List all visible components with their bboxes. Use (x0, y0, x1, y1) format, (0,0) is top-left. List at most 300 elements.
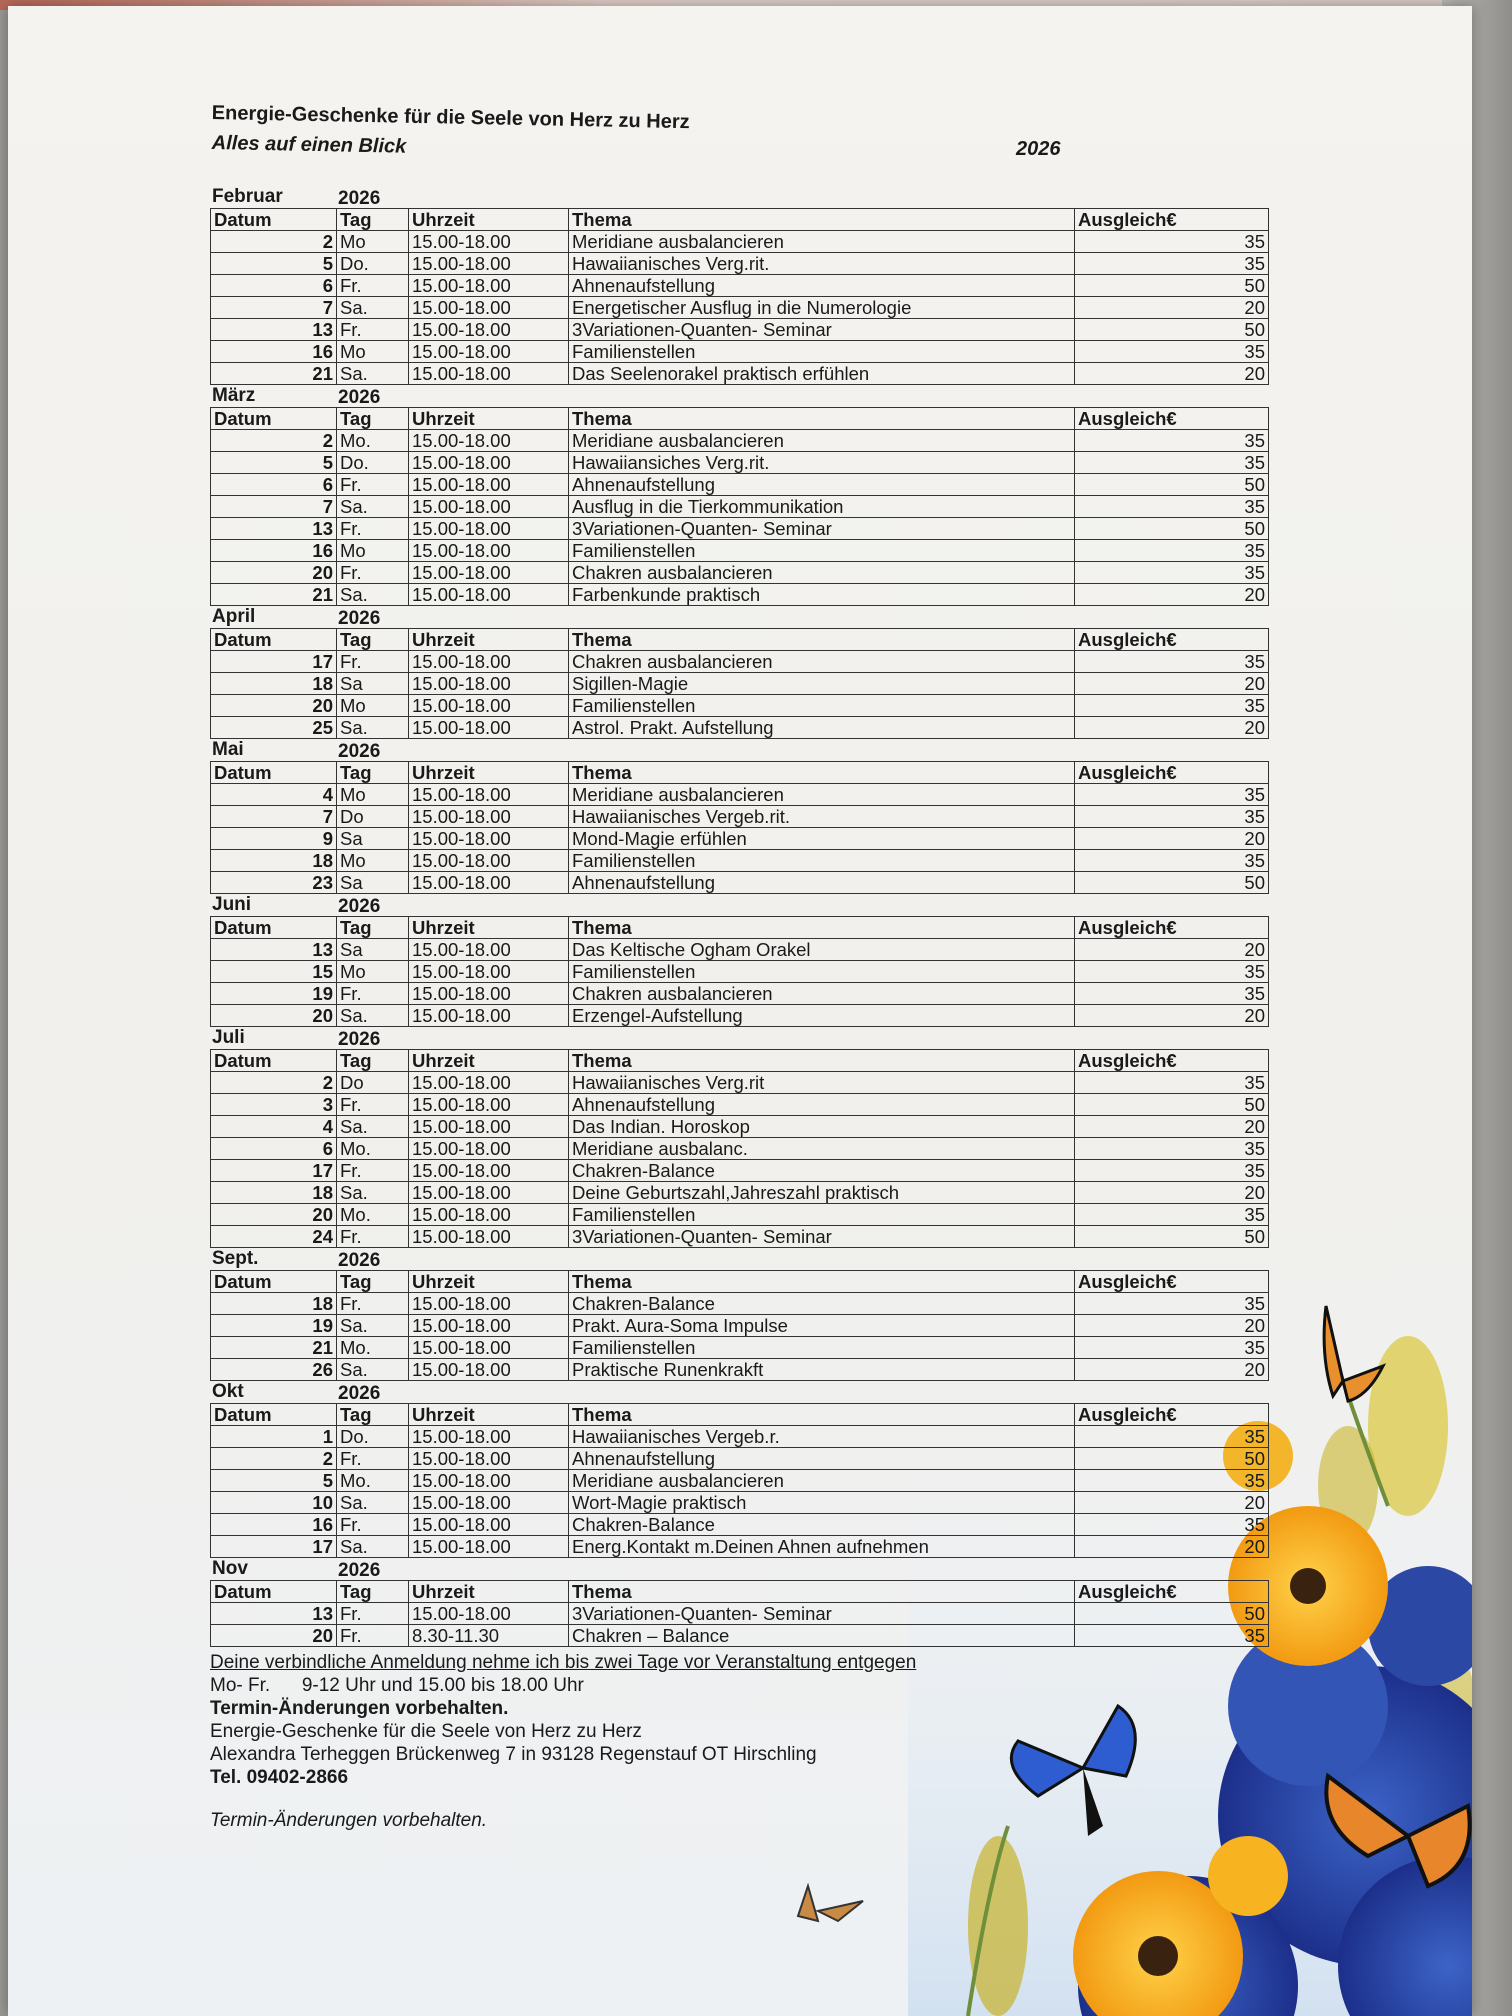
header-ausgleich: Ausgleich€ (1075, 1581, 1269, 1603)
cell-day: Fr. (337, 1094, 409, 1116)
cell-price: 20 (1075, 939, 1269, 961)
header-tag: Tag (337, 762, 409, 784)
table-row (211, 1625, 1269, 1647)
cell-topic: Praktische Runenkrakft (569, 1359, 1075, 1381)
cell-price: 20 (1075, 1492, 1269, 1514)
cell-date: 24 (211, 1226, 337, 1248)
cell-topic: Das Keltische Ogham Orakel (569, 939, 1075, 961)
cell-day: Fr. (337, 1625, 409, 1647)
schedule-table (210, 407, 1269, 606)
cell-price: 50 (1075, 319, 1269, 341)
cell-date: 13 (211, 1603, 337, 1625)
table-row (211, 1359, 1269, 1381)
cell-price: 35 (1075, 695, 1269, 717)
month-section (210, 894, 1282, 1027)
cell-time: 15.00-18.00 (409, 452, 569, 474)
table-row (211, 1448, 1269, 1470)
header-datum: Datum (211, 1404, 337, 1426)
table-row (211, 717, 1269, 739)
cell-time: 15.00-18.00 (409, 717, 569, 739)
header-thema: Thema (569, 1271, 1075, 1293)
cell-day: Fr. (337, 1514, 409, 1536)
cell-day: Mo. (337, 1204, 409, 1226)
header-ausgleich: Ausgleich€ (1075, 1050, 1269, 1072)
cell-time: 15.00-18.00 (409, 1492, 569, 1514)
month-schedules (210, 186, 1282, 1647)
cell-topic: Ausflug in die Tierkommunikation (569, 496, 1075, 518)
cell-price: 20 (1075, 673, 1269, 695)
cell-date: 16 (211, 341, 337, 363)
table-header-row (211, 408, 1269, 430)
cell-topic: Mond-Magie erfühlen (569, 828, 1075, 850)
cell-day: Fr. (337, 518, 409, 540)
cell-price: 20 (1075, 828, 1269, 850)
header-ausgleich: Ausgleich€ (1075, 408, 1269, 430)
cell-day: Sa. (337, 1359, 409, 1381)
month-year: 2026 (338, 188, 381, 209)
cell-time: 15.00-18.00 (409, 1226, 569, 1248)
cell-day: Mo (337, 231, 409, 253)
cell-time: 15.00-18.00 (409, 1204, 569, 1226)
cell-price: 50 (1075, 1226, 1269, 1248)
cell-day: Fr. (337, 983, 409, 1005)
organization-name: Energie-Geschenke für die Seele von Herz zu Herz (210, 1721, 642, 1742)
table-header-row (211, 209, 1269, 231)
butterfly-tiny (798, 1886, 863, 1921)
cell-date: 2 (211, 1072, 337, 1094)
cell-time: 15.00-18.00 (409, 518, 569, 540)
cell-topic: Chakren ausbalancieren (569, 983, 1075, 1005)
cell-price: 50 (1075, 1448, 1269, 1470)
cell-date: 20 (211, 695, 337, 717)
month-heading (210, 606, 1282, 628)
header-ausgleich: Ausgleich€ (1075, 1404, 1269, 1426)
cell-topic: Das Seelenorakel praktisch erfühlen (569, 363, 1075, 385)
month-heading (210, 894, 1282, 916)
cell-price: 50 (1075, 872, 1269, 894)
cell-date: 2 (211, 1448, 337, 1470)
month-year: 2026 (338, 608, 381, 629)
cell-time: 15.00-18.00 (409, 1315, 569, 1337)
schedule-table (210, 1580, 1269, 1647)
cell-date: 5 (211, 1470, 337, 1492)
cell-day: Fr. (337, 275, 409, 297)
table-header-row (211, 1050, 1269, 1072)
header-uhrzeit: Uhrzeit (409, 408, 569, 430)
cell-topic: 3Variationen-Quanten- Seminar (569, 319, 1075, 341)
month-section (210, 186, 1282, 385)
cell-date: 13 (211, 518, 337, 540)
address: Alexandra Terheggen Brückenweg 7 in 93128 Regenstauf OT Hirschling (210, 1744, 817, 1765)
month-name: Februar (212, 186, 283, 207)
cell-date: 15 (211, 961, 337, 983)
cell-day: Fr. (337, 1226, 409, 1248)
cell-day: Fr. (337, 319, 409, 341)
table-row (211, 231, 1269, 253)
cell-price: 35 (1075, 1625, 1269, 1647)
cell-time: 15.00-18.00 (409, 806, 569, 828)
cell-day: Do (337, 1072, 409, 1094)
cell-time: 15.00-18.00 (409, 562, 569, 584)
cell-price: 20 (1075, 363, 1269, 385)
cell-time: 15.00-18.00 (409, 1603, 569, 1625)
cell-time: 15.00-18.00 (409, 1293, 569, 1315)
cell-date: 19 (211, 983, 337, 1005)
table-header-row (211, 1581, 1269, 1603)
cell-day: Mo (337, 850, 409, 872)
header-ausgleich: Ausgleich€ (1075, 1271, 1269, 1293)
cell-day: Sa. (337, 1005, 409, 1027)
cell-time: 15.00-18.00 (409, 496, 569, 518)
cell-date: 3 (211, 1094, 337, 1116)
cell-price: 35 (1075, 540, 1269, 562)
cell-day: Sa. (337, 1182, 409, 1204)
document-title: Energie-Geschenke für die Seele von Herz zu Herz (211, 102, 690, 134)
cell-price: 35 (1075, 784, 1269, 806)
table-row (211, 540, 1269, 562)
footer (210, 1651, 1282, 1832)
cell-topic: Familienstellen (569, 540, 1075, 562)
cell-price: 35 (1075, 806, 1269, 828)
cell-time: 15.00-18.00 (409, 651, 569, 673)
cell-day: Sa. (337, 717, 409, 739)
cell-day: Sa. (337, 496, 409, 518)
header-datum: Datum (211, 1271, 337, 1293)
cell-topic: Ahnenaufstellung (569, 474, 1075, 496)
cell-date: 21 (211, 363, 337, 385)
cell-time: 15.00-18.00 (409, 784, 569, 806)
cell-date: 17 (211, 1160, 337, 1182)
header-uhrzeit: Uhrzeit (409, 629, 569, 651)
schedule-table (210, 1270, 1269, 1381)
header-thema: Thema (569, 1050, 1075, 1072)
table-row (211, 430, 1269, 452)
cell-time: 15.00-18.00 (409, 297, 569, 319)
schedule-sheet (8, 6, 1472, 2016)
cell-topic: Hawaiianisches Vergeb.r. (569, 1426, 1075, 1448)
cell-time: 15.00-18.00 (409, 1160, 569, 1182)
cell-time: 15.00-18.00 (409, 540, 569, 562)
table-row (211, 651, 1269, 673)
cell-date: 20 (211, 1005, 337, 1027)
cell-time: 8.30-11.30 (409, 1625, 569, 1647)
cell-date: 20 (211, 1204, 337, 1226)
header-tag: Tag (337, 209, 409, 231)
cell-time: 15.00-18.00 (409, 1116, 569, 1138)
header-uhrzeit: Uhrzeit (409, 1404, 569, 1426)
cell-price: 35 (1075, 651, 1269, 673)
table-row (211, 1226, 1269, 1248)
cell-time: 15.00-18.00 (409, 319, 569, 341)
header-datum: Datum (211, 408, 337, 430)
cell-topic: Meridiane ausbalancieren (569, 231, 1075, 253)
header-thema: Thema (569, 629, 1075, 651)
cell-topic: Deine Geburtszahl,Jahreszahl praktisch (569, 1182, 1075, 1204)
cell-price: 50 (1075, 474, 1269, 496)
cell-date: 17 (211, 651, 337, 673)
cell-day: Fr. (337, 1603, 409, 1625)
cell-topic: Familienstellen (569, 695, 1075, 717)
cell-price: 35 (1075, 1470, 1269, 1492)
table-header-row (211, 1271, 1269, 1293)
cell-time: 15.00-18.00 (409, 341, 569, 363)
header-datum: Datum (211, 1581, 337, 1603)
month-year: 2026 (338, 896, 381, 917)
cell-topic: Hawaiiansiches Verg.rit. (569, 452, 1075, 474)
header-tag: Tag (337, 1404, 409, 1426)
table-row (211, 872, 1269, 894)
cell-time: 15.00-18.00 (409, 1514, 569, 1536)
table-row (211, 1337, 1269, 1359)
cell-time: 15.00-18.00 (409, 1359, 569, 1381)
cell-topic: Farbenkunde praktisch (569, 584, 1075, 606)
month-section (210, 385, 1282, 606)
month-section (210, 1558, 1282, 1647)
cell-date: 17 (211, 1536, 337, 1558)
cell-price: 35 (1075, 562, 1269, 584)
table-row (211, 1514, 1269, 1536)
table-row (211, 1072, 1269, 1094)
month-section (210, 1381, 1282, 1558)
cell-topic: Hawaiianisches Vergeb.rit. (569, 806, 1075, 828)
cell-price: 20 (1075, 1116, 1269, 1138)
cell-day: Fr. (337, 1160, 409, 1182)
cell-price: 35 (1075, 983, 1269, 1005)
table-row (211, 319, 1269, 341)
cell-price: 35 (1075, 1072, 1269, 1094)
table-row (211, 584, 1269, 606)
cell-day: Sa. (337, 297, 409, 319)
table-row (211, 806, 1269, 828)
month-heading (210, 186, 1282, 208)
cell-date: 6 (211, 1138, 337, 1160)
month-name: Mai (212, 739, 244, 760)
cell-time: 15.00-18.00 (409, 363, 569, 385)
cell-time: 15.00-18.00 (409, 850, 569, 872)
cell-day: Sa (337, 872, 409, 894)
table-row (211, 850, 1269, 872)
table-row (211, 341, 1269, 363)
cell-price: 35 (1075, 253, 1269, 275)
header-tag: Tag (337, 408, 409, 430)
table-row (211, 1293, 1269, 1315)
cell-time: 15.00-18.00 (409, 474, 569, 496)
cell-date: 5 (211, 452, 337, 474)
table-row (211, 1492, 1269, 1514)
cell-time: 15.00-18.00 (409, 939, 569, 961)
month-heading (210, 1248, 1282, 1270)
cell-day: Mo. (337, 1470, 409, 1492)
cell-day: Fr. (337, 651, 409, 673)
cell-time: 15.00-18.00 (409, 961, 569, 983)
cell-time: 15.00-18.00 (409, 1138, 569, 1160)
cell-day: Sa. (337, 1536, 409, 1558)
cell-day: Sa (337, 673, 409, 695)
header-tag: Tag (337, 917, 409, 939)
cell-price: 35 (1075, 1138, 1269, 1160)
cell-day: Fr. (337, 562, 409, 584)
table-row (211, 1470, 1269, 1492)
cell-price: 20 (1075, 1315, 1269, 1337)
cell-topic: 3Variationen-Quanten- Seminar (569, 518, 1075, 540)
cell-topic: Familienstellen (569, 341, 1075, 363)
header-tag: Tag (337, 1271, 409, 1293)
cell-time: 15.00-18.00 (409, 584, 569, 606)
table-header-row (211, 762, 1269, 784)
cell-time: 15.00-18.00 (409, 1094, 569, 1116)
table-row (211, 784, 1269, 806)
cell-date: 18 (211, 673, 337, 695)
cell-time: 15.00-18.00 (409, 1182, 569, 1204)
month-name: März (212, 385, 256, 406)
header-ausgleich: Ausgleich€ (1075, 917, 1269, 939)
cell-date: 20 (211, 1625, 337, 1647)
table-row (211, 673, 1269, 695)
cell-day: Do (337, 806, 409, 828)
cell-topic: Familienstellen (569, 1337, 1075, 1359)
table-row (211, 1426, 1269, 1448)
cell-day: Sa. (337, 584, 409, 606)
cell-time: 15.00-18.00 (409, 872, 569, 894)
cell-day: Do. (337, 452, 409, 474)
header-uhrzeit: Uhrzeit (409, 917, 569, 939)
table-header-row (211, 1404, 1269, 1426)
cell-date: 26 (211, 1359, 337, 1381)
document-header (210, 98, 1282, 186)
cell-price: 35 (1075, 341, 1269, 363)
header-datum: Datum (211, 629, 337, 651)
cell-time: 15.00-18.00 (409, 231, 569, 253)
month-year: 2026 (338, 1029, 381, 1050)
table-row (211, 939, 1269, 961)
cell-day: Sa. (337, 1116, 409, 1138)
cell-time: 15.00-18.00 (409, 1072, 569, 1094)
cell-price: 35 (1075, 231, 1269, 253)
month-name: Sept. (212, 1248, 259, 1269)
cell-day: Mo. (337, 1138, 409, 1160)
cell-time: 15.00-18.00 (409, 828, 569, 850)
cell-topic: Astrol. Prakt. Aufstellung (569, 717, 1075, 739)
cell-price: 20 (1075, 1359, 1269, 1381)
cell-day: Sa (337, 828, 409, 850)
document-year: 2026 (1016, 138, 1061, 160)
table-row (211, 1603, 1269, 1625)
table-row (211, 562, 1269, 584)
table-row (211, 828, 1269, 850)
cell-price: 35 (1075, 496, 1269, 518)
cell-price: 20 (1075, 1536, 1269, 1558)
table-row (211, 474, 1269, 496)
table-row (211, 961, 1269, 983)
cell-day: Mo (337, 961, 409, 983)
cell-date: 4 (211, 1116, 337, 1138)
cell-day: Do. (337, 253, 409, 275)
table-row (211, 1536, 1269, 1558)
cell-day: Sa. (337, 1492, 409, 1514)
cell-price: 35 (1075, 1204, 1269, 1226)
cell-time: 15.00-18.00 (409, 1005, 569, 1027)
header-thema: Thema (569, 762, 1075, 784)
changes-notice: Termin-Änderungen vorbehalten. (210, 1698, 509, 1719)
cell-time: 15.00-18.00 (409, 430, 569, 452)
header-thema: Thema (569, 408, 1075, 430)
cell-date: 2 (211, 430, 337, 452)
cell-topic: Ahnenaufstellung (569, 1094, 1075, 1116)
month-year: 2026 (338, 1250, 381, 1271)
schedule-table (210, 208, 1269, 385)
month-name: Juni (212, 894, 252, 915)
table-row (211, 1182, 1269, 1204)
cell-date: 7 (211, 806, 337, 828)
header-thema: Thema (569, 209, 1075, 231)
table-row (211, 983, 1269, 1005)
cell-topic: Chakren-Balance (569, 1293, 1075, 1315)
header-datum: Datum (211, 1050, 337, 1072)
cell-topic: Meridiane ausbalancieren (569, 1470, 1075, 1492)
registration-notice: Deine verbindliche Anmeldung nehme ich bis zwei Tage vor Veranstaltung entgegen (210, 1652, 917, 1673)
month-heading (210, 1558, 1282, 1580)
month-heading (210, 385, 1282, 407)
month-heading (210, 739, 1282, 761)
cell-date: 21 (211, 1337, 337, 1359)
month-section (210, 1027, 1282, 1248)
cell-topic: Hawaiianisches Verg.rit. (569, 253, 1075, 275)
cell-time: 15.00-18.00 (409, 1448, 569, 1470)
month-section (210, 1248, 1282, 1381)
table-row (211, 253, 1269, 275)
cell-price: 35 (1075, 961, 1269, 983)
cell-date: 23 (211, 872, 337, 894)
cell-date: 5 (211, 253, 337, 275)
cell-price: 20 (1075, 717, 1269, 739)
cell-price: 35 (1075, 1514, 1269, 1536)
table-row (211, 518, 1269, 540)
cell-date: 4 (211, 784, 337, 806)
cell-price: 35 (1075, 1337, 1269, 1359)
cell-day: Fr. (337, 1293, 409, 1315)
header-datum: Datum (211, 917, 337, 939)
header-ausgleich: Ausgleich€ (1075, 629, 1269, 651)
cell-time: 15.00-18.00 (409, 983, 569, 1005)
cell-price: 35 (1075, 430, 1269, 452)
cell-date: 1 (211, 1426, 337, 1448)
cell-date: 13 (211, 319, 337, 341)
header-thema: Thema (569, 917, 1075, 939)
header-datum: Datum (211, 762, 337, 784)
schedule-table (210, 1049, 1269, 1248)
header-ausgleich: Ausgleich€ (1075, 762, 1269, 784)
cell-topic: Hawaiianisches Verg.rit (569, 1072, 1075, 1094)
cell-topic: Ahnenaufstellung (569, 275, 1075, 297)
month-year: 2026 (338, 1560, 381, 1581)
cell-topic: Erzengel-Aufstellung (569, 1005, 1075, 1027)
cell-price: 50 (1075, 1603, 1269, 1625)
table-row (211, 1005, 1269, 1027)
cell-day: Mo. (337, 1337, 409, 1359)
month-heading (210, 1027, 1282, 1049)
table-row (211, 1138, 1269, 1160)
table-row (211, 496, 1269, 518)
schedule-content (210, 98, 1282, 1832)
month-year: 2026 (338, 741, 381, 762)
header-datum: Datum (211, 209, 337, 231)
cell-topic: 3Variationen-Quanten- Seminar (569, 1226, 1075, 1248)
cell-date: 16 (211, 540, 337, 562)
month-year: 2026 (338, 387, 381, 408)
month-name: April (212, 606, 256, 627)
header-uhrzeit: Uhrzeit (409, 1271, 569, 1293)
header-tag: Tag (337, 1050, 409, 1072)
